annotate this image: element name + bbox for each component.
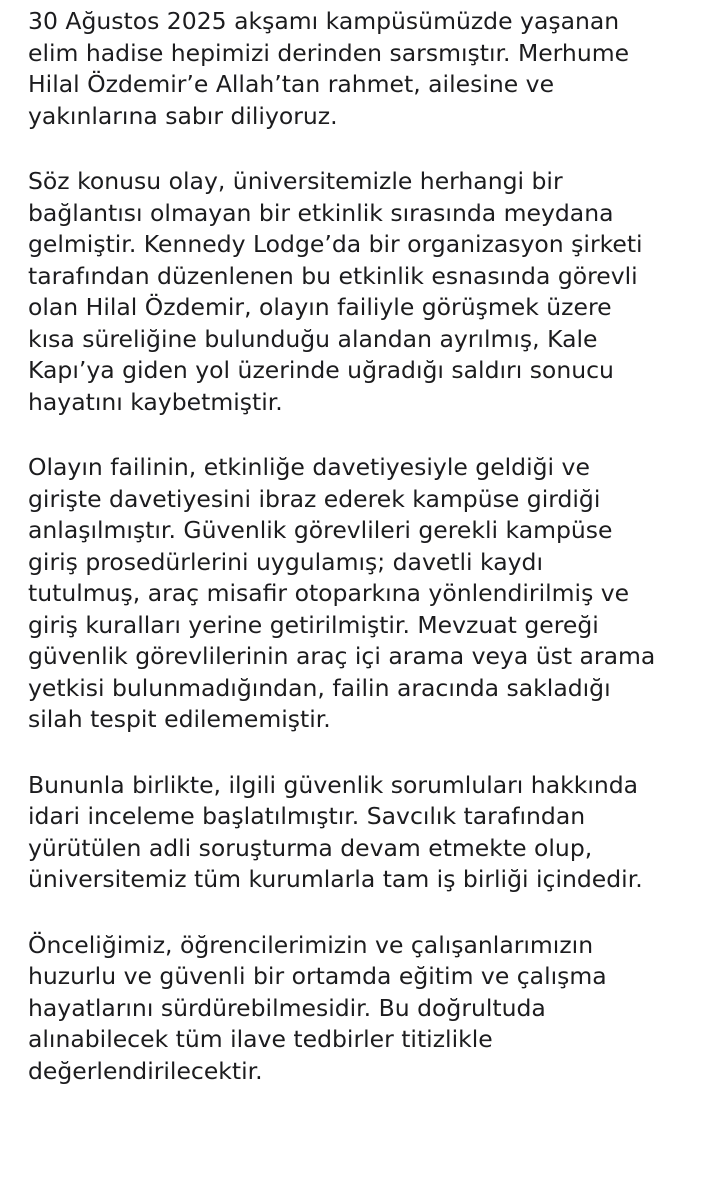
text-line: güvenlik görevlilerinin araç içi arama veya üst arama xyxy=(28,642,656,670)
text-line: hayatlarını sürdürebilmesidir. Bu doğrultuda xyxy=(28,993,546,1022)
text-line: bağlantısı olmayan bir etkinlik sırasında meydana xyxy=(28,198,614,227)
text-line: giriş kuralları yerine getirilmiştir. Mevzuat gereği xyxy=(28,610,599,639)
text-line: olan Hilal Özdemir, olayın failiyle görüşmek üzere xyxy=(28,293,612,321)
text-line: giriş prosedürlerini uygulamış; davetli kaydı xyxy=(28,547,544,576)
text-line: tarafından düzenlenen bu etkinlik esnasında görevli xyxy=(28,261,638,290)
text-line: Olayın failinin, etkinliğe davetiyesiyle geldiği ve xyxy=(28,453,590,481)
paragraph-priority xyxy=(28,930,695,1088)
text-line: gelmiştir. Kennedy Lodge’da bir organizasyon şirketi xyxy=(28,230,643,258)
paragraph-event-context xyxy=(28,166,695,418)
text-line: silah tespit edilememiştir. xyxy=(28,705,331,733)
text-line: Kapı’ya giden yol üzerinde uğradığı saldırı sonucu xyxy=(28,356,614,384)
text-line: kısa süreliğine bulunduğu alandan ayrılmış, Kale xyxy=(28,324,598,353)
text-line: Önceliğimiz, öğrencilerimizin ve çalışanlarımızın xyxy=(28,930,594,959)
text-line: değerlendirilecektir. xyxy=(28,1056,263,1085)
text-line: idari inceleme başlatılmıştır. Savcılık tarafından xyxy=(28,802,586,830)
text-line: Hilal Özdemir’e Allah’tan rahmet, ailesine ve xyxy=(28,70,555,98)
text-line: yetkisi bulunmadığından, failin aracında sakladığı xyxy=(28,673,611,702)
text-line: alınabilecek tüm ilave tedbirler titizlikle xyxy=(28,1025,493,1053)
paragraph-security-procedures xyxy=(28,452,695,736)
text-line: huzurlu ve güvenli bir ortamda eğitim ve çalışma xyxy=(28,962,607,990)
text-line: elim hadise hepimizi derinden sarsmıştır. Merhume xyxy=(28,38,630,67)
text-line: anlaşılmıştır. Güvenlik görevlileri gerekli kampüse xyxy=(28,516,613,544)
text-line: yürütülen adli soruşturma devam etmekte olup, xyxy=(28,833,593,862)
text-line: 30 Ağustos 2025 akşamı kampüsümüzde yaşanan xyxy=(28,7,620,35)
text-line: tutulmuş, araç misafir otoparkına yönlendirilmiş ve xyxy=(28,579,630,607)
text-line: üniversitemiz tüm kurumlarla tam iş birliği içindedir. xyxy=(28,865,643,893)
text-line: Söz konusu olay, üniversitemizle herhangi bir xyxy=(28,167,563,195)
text-line: girişte davetiyesini ibraz ederek kampüse girdiği xyxy=(28,484,601,513)
text-line: Bununla birlikte, ilgili güvenlik sorumluları hakkında xyxy=(28,770,639,799)
text-line: hayatını kaybetmiştir. xyxy=(28,387,283,416)
text-line: yakınlarına sabır diliyoruz. xyxy=(28,101,338,130)
paragraph-condolence xyxy=(28,6,695,132)
paragraph-investigation xyxy=(28,770,695,896)
